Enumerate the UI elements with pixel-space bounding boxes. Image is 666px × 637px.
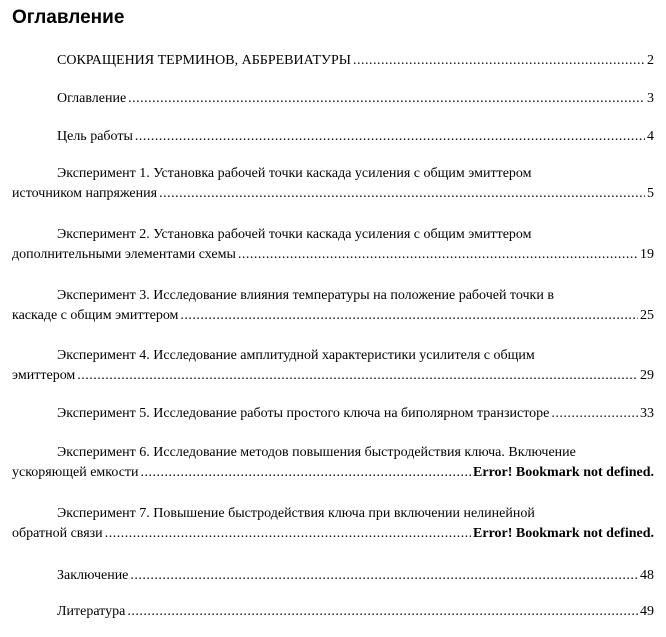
toc-entry-page: 3 — [647, 91, 654, 106]
toc-entry-title: Эксперимент 5. Исследование работы простого ключа на биполярном транзисторе — [57, 406, 550, 421]
toc-entry-title-continued: ускоряющей емкости — [12, 465, 139, 480]
toc-entry-experiment-5[interactable] — [12, 404, 654, 424]
toc-entry-title: Заключение — [57, 568, 129, 583]
toc-entry-page: 49 — [640, 604, 654, 619]
toc-entry-page: 2 — [647, 53, 654, 68]
toc-entry-bookmark-error: Error! Bookmark not defined. — [473, 526, 654, 541]
toc-heading: Оглавление — [12, 7, 125, 28]
toc-entry-title: Цель работы — [57, 129, 133, 144]
toc-entry-goal[interactable] — [12, 127, 654, 147]
dot-leader — [130, 566, 638, 586]
toc-entry-title: Эксперимент 6. Исследование методов повышения быстродействия ключа. Включение — [57, 445, 576, 460]
toc-entry-title: Эксперимент 1. Установка рабочей точки каскада усиления с общим эмиттером — [57, 166, 532, 181]
toc-entry-experiment-6[interactable] — [12, 443, 654, 483]
toc-entry-conclusion[interactable] — [12, 566, 654, 586]
dot-leader — [127, 602, 638, 622]
toc-entry-title: Эксперимент 4. Исследование амплитудной характеристики усилителя с общим — [57, 348, 535, 363]
dot-leader — [141, 463, 472, 483]
toc-entry-title-continued: источником напряжения — [12, 186, 158, 201]
toc-entry-title: Эксперимент 7. Повышение быстродействия ключа при включении нелинейной — [57, 506, 535, 521]
toc-entry-bookmark-error: Error! Bookmark not defined. — [473, 465, 654, 480]
dot-leader — [128, 89, 645, 109]
toc-entry-page: 29 — [640, 368, 654, 383]
toc-entry-contents[interactable] — [12, 89, 654, 109]
toc-entry-abbreviations[interactable] — [12, 51, 654, 71]
toc-entry-title-continued: каскаде с общим эмиттером — [12, 308, 179, 323]
dot-leader — [353, 51, 645, 71]
toc-entry-page: 19 — [640, 247, 654, 262]
toc-entry-experiment-2[interactable] — [12, 225, 654, 265]
dot-leader — [551, 404, 638, 424]
toc-entry-title-continued: обратной связи — [12, 526, 103, 541]
toc-entry-title-continued: эмиттером — [12, 368, 76, 383]
toc-entry-experiment-3[interactable] — [12, 286, 654, 326]
toc-entry-experiment-1[interactable] — [12, 164, 654, 204]
dot-leader — [180, 306, 638, 326]
toc-entry-experiment-7[interactable] — [12, 504, 654, 544]
dot-leader — [135, 127, 645, 147]
toc-entry-title: Эксперимент 2. Установка рабочей точки каскада усиления с общим эмиттером — [57, 227, 532, 242]
toc-entry-page: 33 — [640, 406, 654, 421]
toc-entry-title: Литература — [57, 604, 126, 619]
toc-entry-references[interactable] — [12, 602, 654, 622]
toc-entry-title-continued: дополнительными элементами схемы — [12, 247, 236, 262]
dot-leader — [159, 184, 645, 204]
toc-entry-page: 48 — [640, 568, 654, 583]
dot-leader — [105, 524, 471, 544]
toc-entry-page: 25 — [640, 308, 654, 323]
toc-entry-page: 5 — [647, 186, 654, 201]
toc-entry-experiment-4[interactable] — [12, 346, 654, 386]
toc-entry-title: Эксперимент 3. Исследование влияния температуры на положение рабочей точки в — [57, 288, 554, 303]
toc-entry-page: 4 — [647, 129, 654, 144]
dot-leader — [77, 366, 638, 386]
toc-entry-title: Оглавление — [57, 91, 127, 106]
toc-entry-title: СОКРАЩЕНИЯ ТЕРМИНОВ, АББРЕВИАТУРЫ — [57, 53, 351, 68]
dot-leader — [238, 245, 638, 265]
